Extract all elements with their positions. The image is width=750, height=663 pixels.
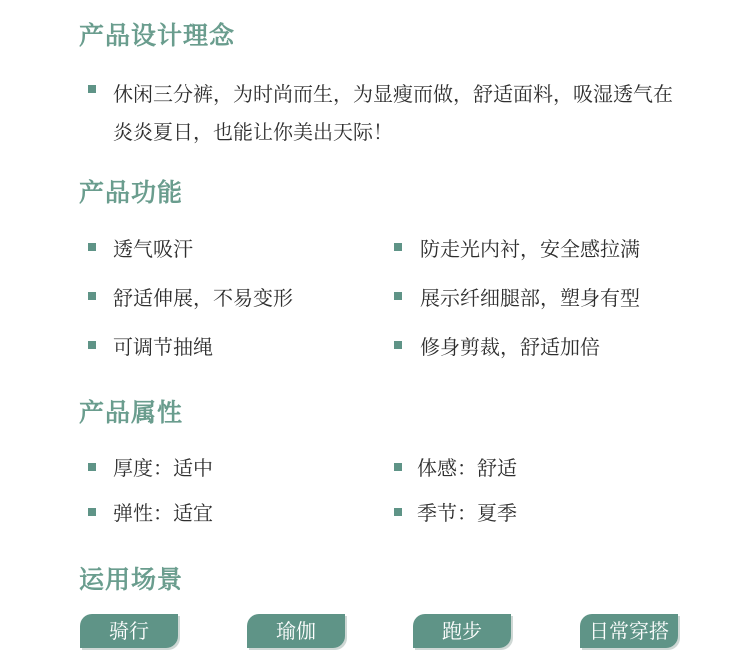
bullet-icon bbox=[88, 292, 96, 300]
section-title-scenarios: 运用场景 bbox=[79, 565, 184, 594]
bullet-icon bbox=[88, 463, 96, 471]
bullet-icon bbox=[394, 463, 402, 471]
scenario-tag: 日常穿搭 bbox=[580, 614, 678, 648]
scenario-tag: 瑜伽 bbox=[247, 614, 345, 648]
bullet-icon bbox=[394, 508, 402, 516]
attribute-item: 厚度：适中 bbox=[113, 456, 213, 480]
bullet-icon bbox=[394, 292, 402, 300]
bullet-icon bbox=[88, 243, 96, 251]
section-title-features: 产品功能 bbox=[79, 178, 184, 207]
feature-item: 防走光内衬，安全感拉满 bbox=[420, 237, 640, 261]
attribute-item: 弹性：适宜 bbox=[113, 501, 213, 525]
feature-item: 透气吸汗 bbox=[113, 237, 193, 261]
scenario-tag: 骑行 bbox=[80, 614, 178, 648]
design-description: 休闲三分裤，为时尚而生，为显瘦而做，舒适面料，吸湿透气在炎炎夏日，也能让你美出天际！ bbox=[113, 82, 673, 144]
bullet-icon bbox=[88, 341, 96, 349]
bullet-icon bbox=[88, 85, 96, 93]
feature-item: 修身剪裁，舒适加倍 bbox=[420, 335, 600, 359]
attribute-item: 体感：舒适 bbox=[417, 456, 517, 480]
bullet-icon bbox=[394, 341, 402, 349]
section-title-design: 产品设计理念 bbox=[79, 21, 236, 50]
section-title-attributes: 产品属性 bbox=[79, 398, 184, 427]
bullet-icon bbox=[88, 508, 96, 516]
feature-item: 可调节抽绳 bbox=[113, 335, 213, 359]
feature-item: 展示纤细腿部，塑身有型 bbox=[420, 286, 640, 310]
scenario-tag: 跑步 bbox=[413, 614, 511, 648]
attribute-item: 季节：夏季 bbox=[417, 501, 517, 525]
bullet-icon bbox=[394, 243, 402, 251]
feature-item: 舒适伸展，不易变形 bbox=[113, 286, 293, 310]
